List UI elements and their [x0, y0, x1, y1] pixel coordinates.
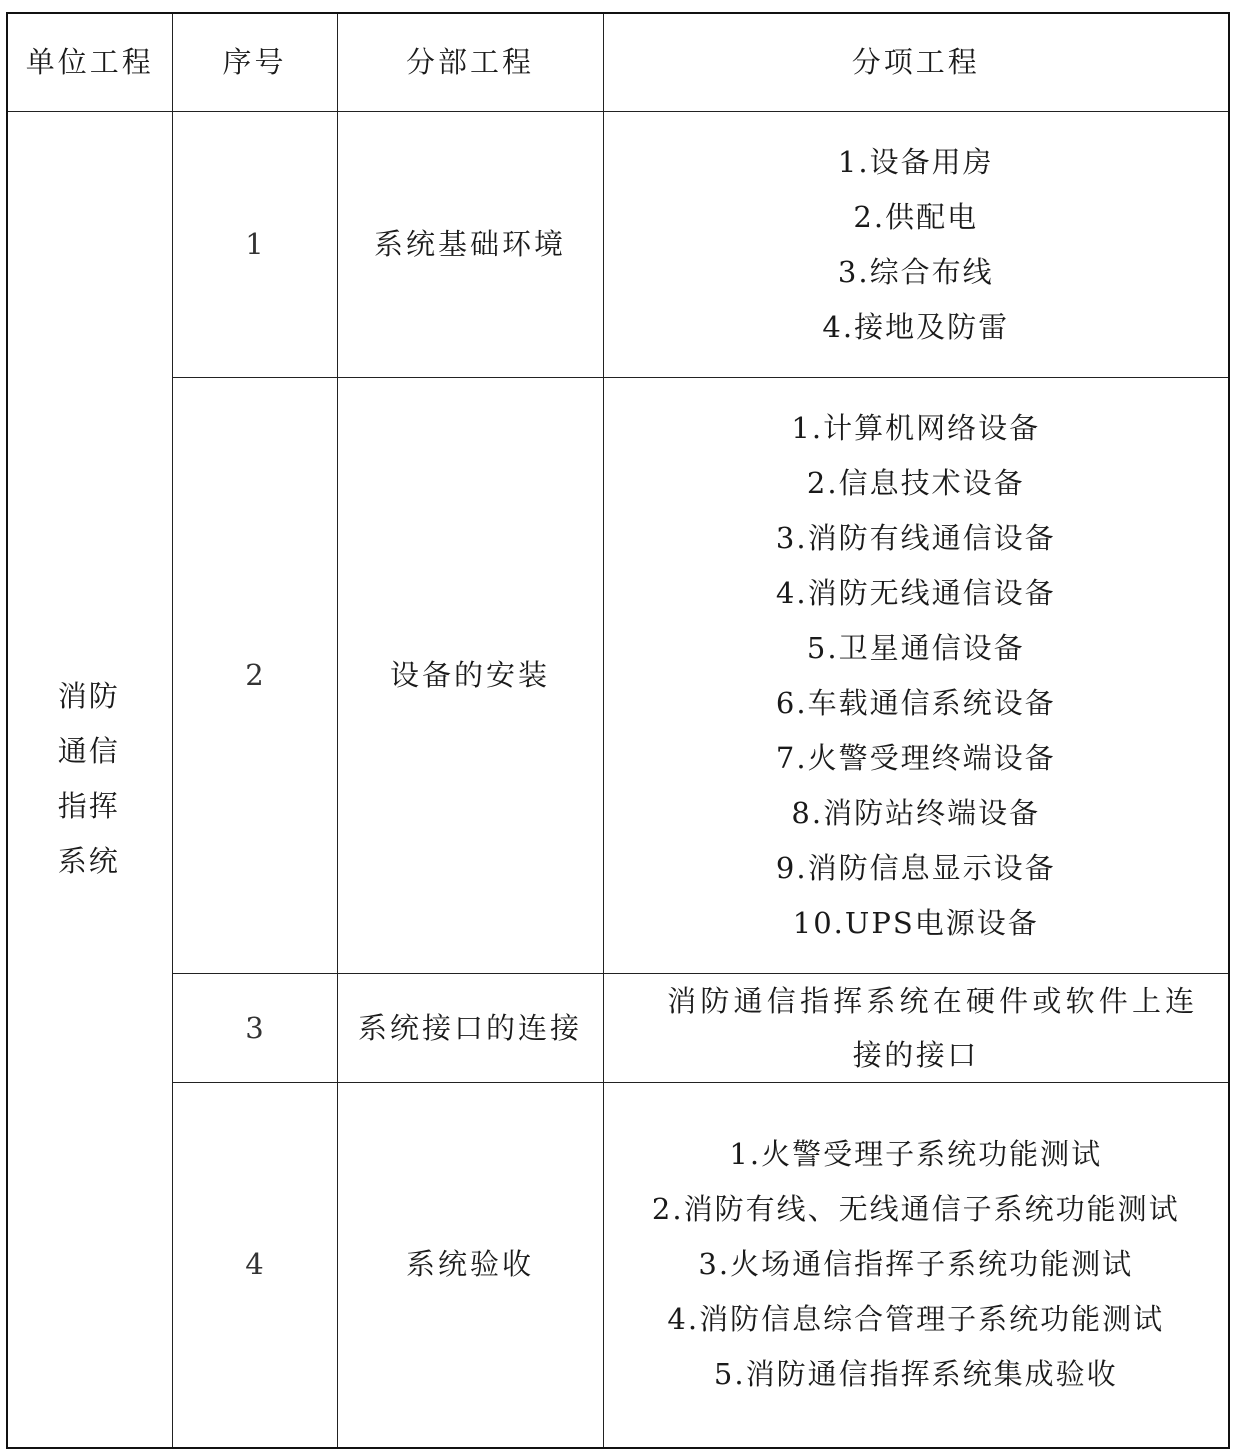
list-item: 6.车载通信系统设备: [775, 685, 1056, 720]
description-line: 接的接口: [852, 1038, 979, 1072]
table-row: [7, 974, 1229, 1083]
item-list: [603, 112, 1229, 378]
list-item: 1.计算机网络设备: [791, 410, 1041, 445]
list-item: 2.消防有线、无线通信子系统功能测试: [651, 1192, 1180, 1227]
list-item: 1.设备用房: [837, 144, 994, 179]
unit-project-name: [58, 669, 122, 889]
list-item: 8.消防站终端设备: [791, 795, 1041, 830]
row-sequence: 1: [172, 112, 337, 378]
list-item: 5.卫星通信设备: [806, 630, 1025, 665]
division-name: 系统验收: [337, 1083, 603, 1448]
list-item: 3.消防有线通信设备: [775, 520, 1056, 555]
list-item: 1.火警受理子系统功能测试: [729, 1137, 1103, 1172]
table-row: [7, 378, 1229, 974]
row-sequence: 4: [172, 1083, 337, 1448]
list-item: 7.火警受理终端设备: [775, 740, 1056, 775]
item-list: [603, 378, 1229, 974]
unit-line: 系统: [57, 844, 120, 879]
unit-line: 消防: [57, 679, 120, 714]
unit-line: 通信: [57, 734, 120, 769]
list-item: 10.UPS电源设备: [792, 905, 1039, 940]
list-item: 2.信息技术设备: [806, 465, 1025, 500]
unit-line: 指挥: [57, 789, 120, 824]
division-name: 系统接口的连接: [337, 974, 603, 1083]
table-row: [7, 112, 1229, 378]
list-item: 3.火场通信指挥子系统功能测试: [698, 1247, 1134, 1282]
item-description: [603, 974, 1229, 1083]
engineering-division-table: [6, 12, 1230, 1449]
list-item: 4.消防信息综合管理子系统功能测试: [667, 1302, 1165, 1337]
list-item: 9.消防信息显示设备: [775, 850, 1056, 885]
list-item: 4.消防无线通信设备: [775, 575, 1056, 610]
list-item: 5.消防通信指挥系统集成验收: [713, 1357, 1118, 1392]
description-line: 消防通信指挥系统在硬件或软件上连: [667, 984, 1199, 1018]
table-row: [7, 1083, 1229, 1448]
row-sequence: 2: [172, 378, 337, 974]
header-item-project: 分项工程: [603, 13, 1229, 112]
header-sequence-number: 序号: [172, 13, 337, 112]
list-item: 3.综合布线: [837, 254, 994, 289]
list-item: 4.接地及防雷: [822, 309, 1010, 344]
item-list: [603, 1083, 1229, 1448]
division-name: 系统基础环境: [337, 112, 603, 378]
header-division-project: 分部工程: [337, 13, 603, 112]
division-name: 设备的安装: [337, 378, 603, 974]
row-sequence: 3: [172, 974, 337, 1083]
header-unit-project: 单位工程: [7, 13, 172, 112]
table-header-row: [7, 13, 1229, 112]
unit-project-cell: [7, 112, 172, 1448]
list-item: 2.供配电: [853, 199, 979, 234]
